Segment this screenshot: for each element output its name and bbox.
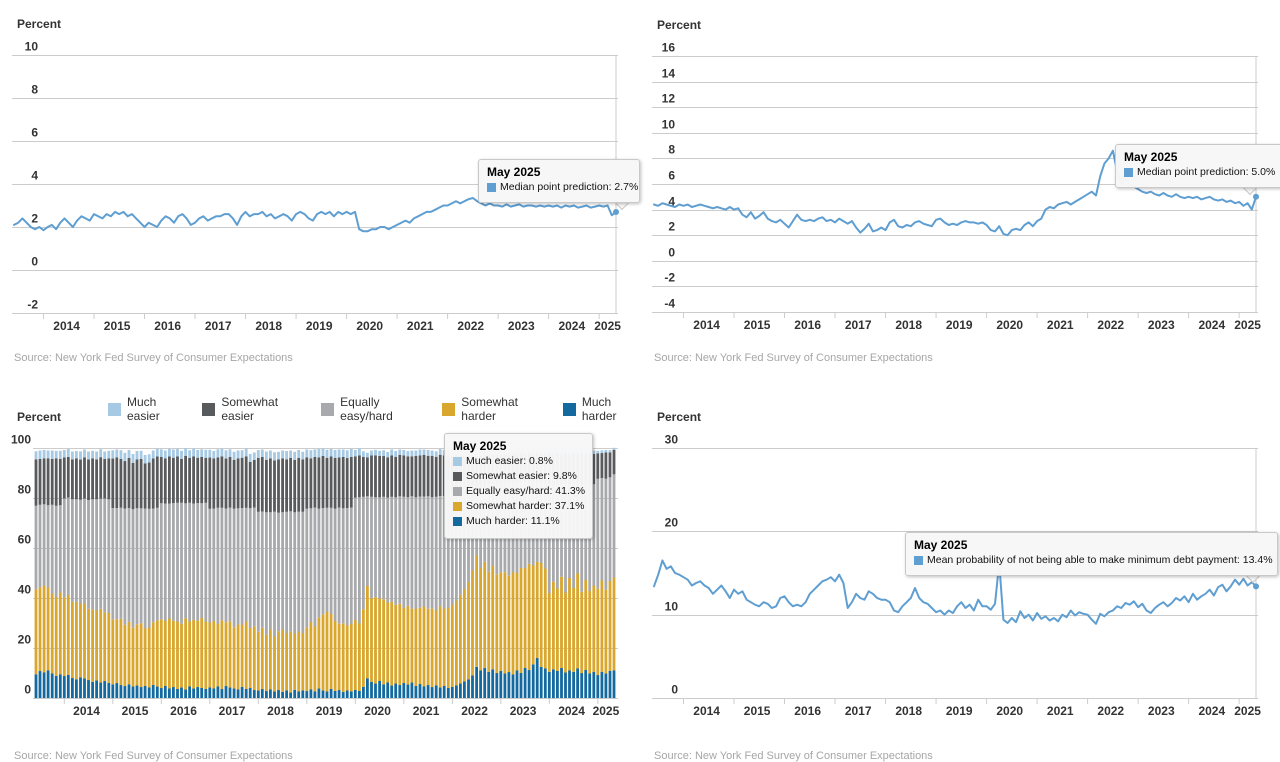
legend — [108, 395, 640, 423]
tooltip-title: May 2025 — [453, 439, 507, 453]
svg-text:2014: 2014 — [73, 704, 100, 718]
svg-text:2020: 2020 — [996, 318, 1024, 332]
svg-text:2024: 2024 — [558, 319, 586, 333]
tooltip-row — [453, 484, 584, 499]
svg-text:100: 100 — [10, 432, 31, 447]
svg-text:2023: 2023 — [509, 704, 537, 718]
tooltip-row — [453, 514, 584, 529]
svg-text:Percent: Percent — [17, 17, 62, 31]
series-swatch-icon — [453, 472, 462, 481]
svg-text:6: 6 — [31, 125, 38, 140]
svg-text:20: 20 — [664, 515, 678, 530]
tooltip-row — [453, 454, 584, 469]
svg-text:Percent: Percent — [657, 410, 702, 424]
svg-text:2019: 2019 — [945, 318, 973, 332]
svg-text:Percent: Percent — [17, 410, 62, 424]
source-note: Source: New York Fed Survey of Consumer Expectations — [654, 750, 933, 762]
source-note: Source: New York Fed Survey of Consumer Expectations — [654, 352, 933, 364]
line-chart-plot-area[interactable] — [640, 0, 1280, 380]
svg-text:2022: 2022 — [1097, 318, 1125, 332]
svg-text:-2: -2 — [27, 297, 38, 312]
svg-text:2025: 2025 — [1234, 704, 1261, 718]
tooltip-value: Somewhat easier: 9.8% — [466, 470, 577, 482]
tooltip-title: May 2025 — [1124, 150, 1178, 164]
legend-item-somewhat-harder[interactable] — [442, 395, 544, 423]
tooltip-value: Much harder: 11.1% — [466, 515, 560, 527]
legend-swatch-icon — [202, 403, 215, 416]
svg-text:10: 10 — [664, 599, 678, 614]
svg-text:2021: 2021 — [1046, 318, 1074, 332]
series-swatch-icon — [453, 457, 462, 466]
svg-text:2020: 2020 — [364, 704, 391, 718]
series-swatch-icon — [914, 556, 923, 565]
legend-swatch-icon — [108, 403, 121, 416]
tooltip-value: Mean probability of not being able to make minimum debt payment: 13.4% — [927, 554, 1273, 566]
svg-text:2022: 2022 — [1097, 704, 1125, 718]
svg-text:6: 6 — [668, 168, 675, 183]
svg-text:2: 2 — [31, 211, 38, 226]
legend-swatch-icon — [321, 403, 334, 416]
series-swatch-icon — [453, 517, 462, 526]
svg-text:2018: 2018 — [895, 704, 923, 718]
svg-text:2016: 2016 — [170, 704, 197, 718]
svg-text:2021: 2021 — [406, 319, 434, 333]
svg-text:2023: 2023 — [1147, 318, 1175, 332]
legend-item-equally-easy-hard[interactable] — [321, 395, 423, 423]
svg-text:40: 40 — [17, 582, 31, 597]
svg-text:2018: 2018 — [255, 319, 283, 333]
svg-text:2014: 2014 — [693, 318, 720, 332]
svg-text:2014: 2014 — [53, 319, 80, 333]
svg-text:12: 12 — [661, 91, 675, 106]
svg-text:4: 4 — [668, 194, 675, 209]
svg-text:2022: 2022 — [461, 704, 488, 718]
svg-text:80: 80 — [17, 482, 31, 497]
svg-text:-4: -4 — [664, 296, 675, 311]
tooltip-may-2025 — [905, 532, 1278, 576]
series-swatch-icon — [453, 487, 462, 496]
svg-text:2: 2 — [668, 219, 675, 234]
svg-text:8: 8 — [668, 142, 675, 157]
svg-text:14: 14 — [661, 66, 675, 81]
svg-text:2017: 2017 — [218, 704, 246, 718]
tooltip-row — [453, 499, 584, 514]
legend-label: Equally easy/hard — [340, 395, 393, 423]
svg-text:-2: -2 — [664, 270, 675, 285]
tooltip-value: Much easier: 0.8% — [466, 455, 553, 467]
svg-text:2020: 2020 — [996, 704, 1024, 718]
svg-text:2016: 2016 — [794, 318, 822, 332]
legend-swatch-icon — [442, 403, 455, 416]
svg-text:16: 16 — [661, 40, 675, 55]
tooltip-may-2025 — [478, 159, 640, 203]
legend-label: Somewhat easier — [221, 395, 279, 423]
svg-text:2014: 2014 — [693, 704, 720, 718]
source-note: Source: New York Fed Survey of Consumer Expectations — [14, 352, 293, 364]
svg-text:2015: 2015 — [121, 704, 149, 718]
svg-text:2017: 2017 — [844, 704, 872, 718]
svg-text:2018: 2018 — [267, 704, 294, 718]
svg-text:8: 8 — [31, 82, 38, 97]
svg-text:0: 0 — [671, 682, 678, 697]
legend-label: Somewhat harder — [461, 395, 518, 423]
svg-text:4: 4 — [31, 168, 38, 183]
series-swatch-icon — [487, 183, 496, 192]
tooltip-row — [914, 553, 1273, 568]
svg-text:2016: 2016 — [154, 319, 182, 333]
svg-text:60: 60 — [17, 532, 31, 547]
tooltip-row — [487, 180, 639, 195]
tooltip-value: Equally easy/hard: 41.3% — [466, 485, 586, 497]
svg-text:2019: 2019 — [315, 704, 343, 718]
svg-text:0: 0 — [668, 245, 675, 260]
svg-text:2022: 2022 — [457, 319, 485, 333]
median-point-prediction-chart-2 — [640, 0, 1280, 380]
svg-text:30: 30 — [664, 432, 678, 447]
tooltip-may-2025 — [1115, 144, 1280, 188]
svg-text:2024: 2024 — [1198, 704, 1226, 718]
svg-text:2018: 2018 — [895, 318, 923, 332]
svg-text:2015: 2015 — [103, 319, 131, 333]
tooltip-title: May 2025 — [487, 165, 541, 179]
svg-text:2015: 2015 — [743, 704, 771, 718]
source-note: Source: New York Fed Survey of Consumer Expectations — [14, 750, 293, 762]
svg-text:2021: 2021 — [1046, 704, 1074, 718]
svg-text:2016: 2016 — [794, 704, 822, 718]
svg-text:0: 0 — [31, 254, 38, 269]
svg-text:2019: 2019 — [945, 704, 973, 718]
tooltip-title: May 2025 — [914, 538, 968, 552]
series-swatch-icon — [1124, 168, 1133, 177]
legend-item-much-harder[interactable] — [563, 395, 640, 423]
tooltip-row — [453, 469, 584, 484]
legend-item-somewhat-easier[interactable] — [202, 395, 302, 423]
svg-text:0: 0 — [24, 682, 31, 697]
svg-text:2024: 2024 — [1198, 318, 1226, 332]
tooltip-value: Median point prediction: 2.7% — [500, 181, 639, 193]
svg-text:2017: 2017 — [204, 319, 232, 333]
svg-text:2015: 2015 — [743, 318, 771, 332]
svg-text:Percent: Percent — [657, 18, 702, 32]
tooltip-row — [1124, 165, 1278, 180]
svg-text:10: 10 — [661, 117, 675, 132]
legend-label: Much harder — [581, 395, 617, 423]
legend-item-much-easier[interactable] — [108, 395, 183, 423]
svg-text:2021: 2021 — [412, 704, 440, 718]
tooltip-may-2025 — [444, 433, 593, 539]
svg-text:10: 10 — [24, 39, 38, 54]
svg-text:2020: 2020 — [356, 319, 384, 333]
tooltip-value: Somewhat harder: 37.1% — [466, 500, 585, 512]
svg-text:2025: 2025 — [592, 704, 620, 718]
svg-text:2017: 2017 — [844, 318, 872, 332]
svg-text:2019: 2019 — [305, 319, 333, 333]
svg-text:2024: 2024 — [558, 704, 585, 718]
svg-text:2023: 2023 — [1147, 704, 1175, 718]
svg-text:2025: 2025 — [594, 319, 621, 333]
legend-label: Much easier — [127, 395, 160, 423]
tooltip-value: Median point prediction: 5.0% — [1137, 166, 1276, 178]
svg-text:2023: 2023 — [507, 319, 535, 333]
svg-text:20: 20 — [17, 632, 31, 647]
series-swatch-icon — [453, 502, 462, 511]
svg-text:2025: 2025 — [1234, 318, 1261, 332]
legend-swatch-icon — [563, 403, 576, 416]
